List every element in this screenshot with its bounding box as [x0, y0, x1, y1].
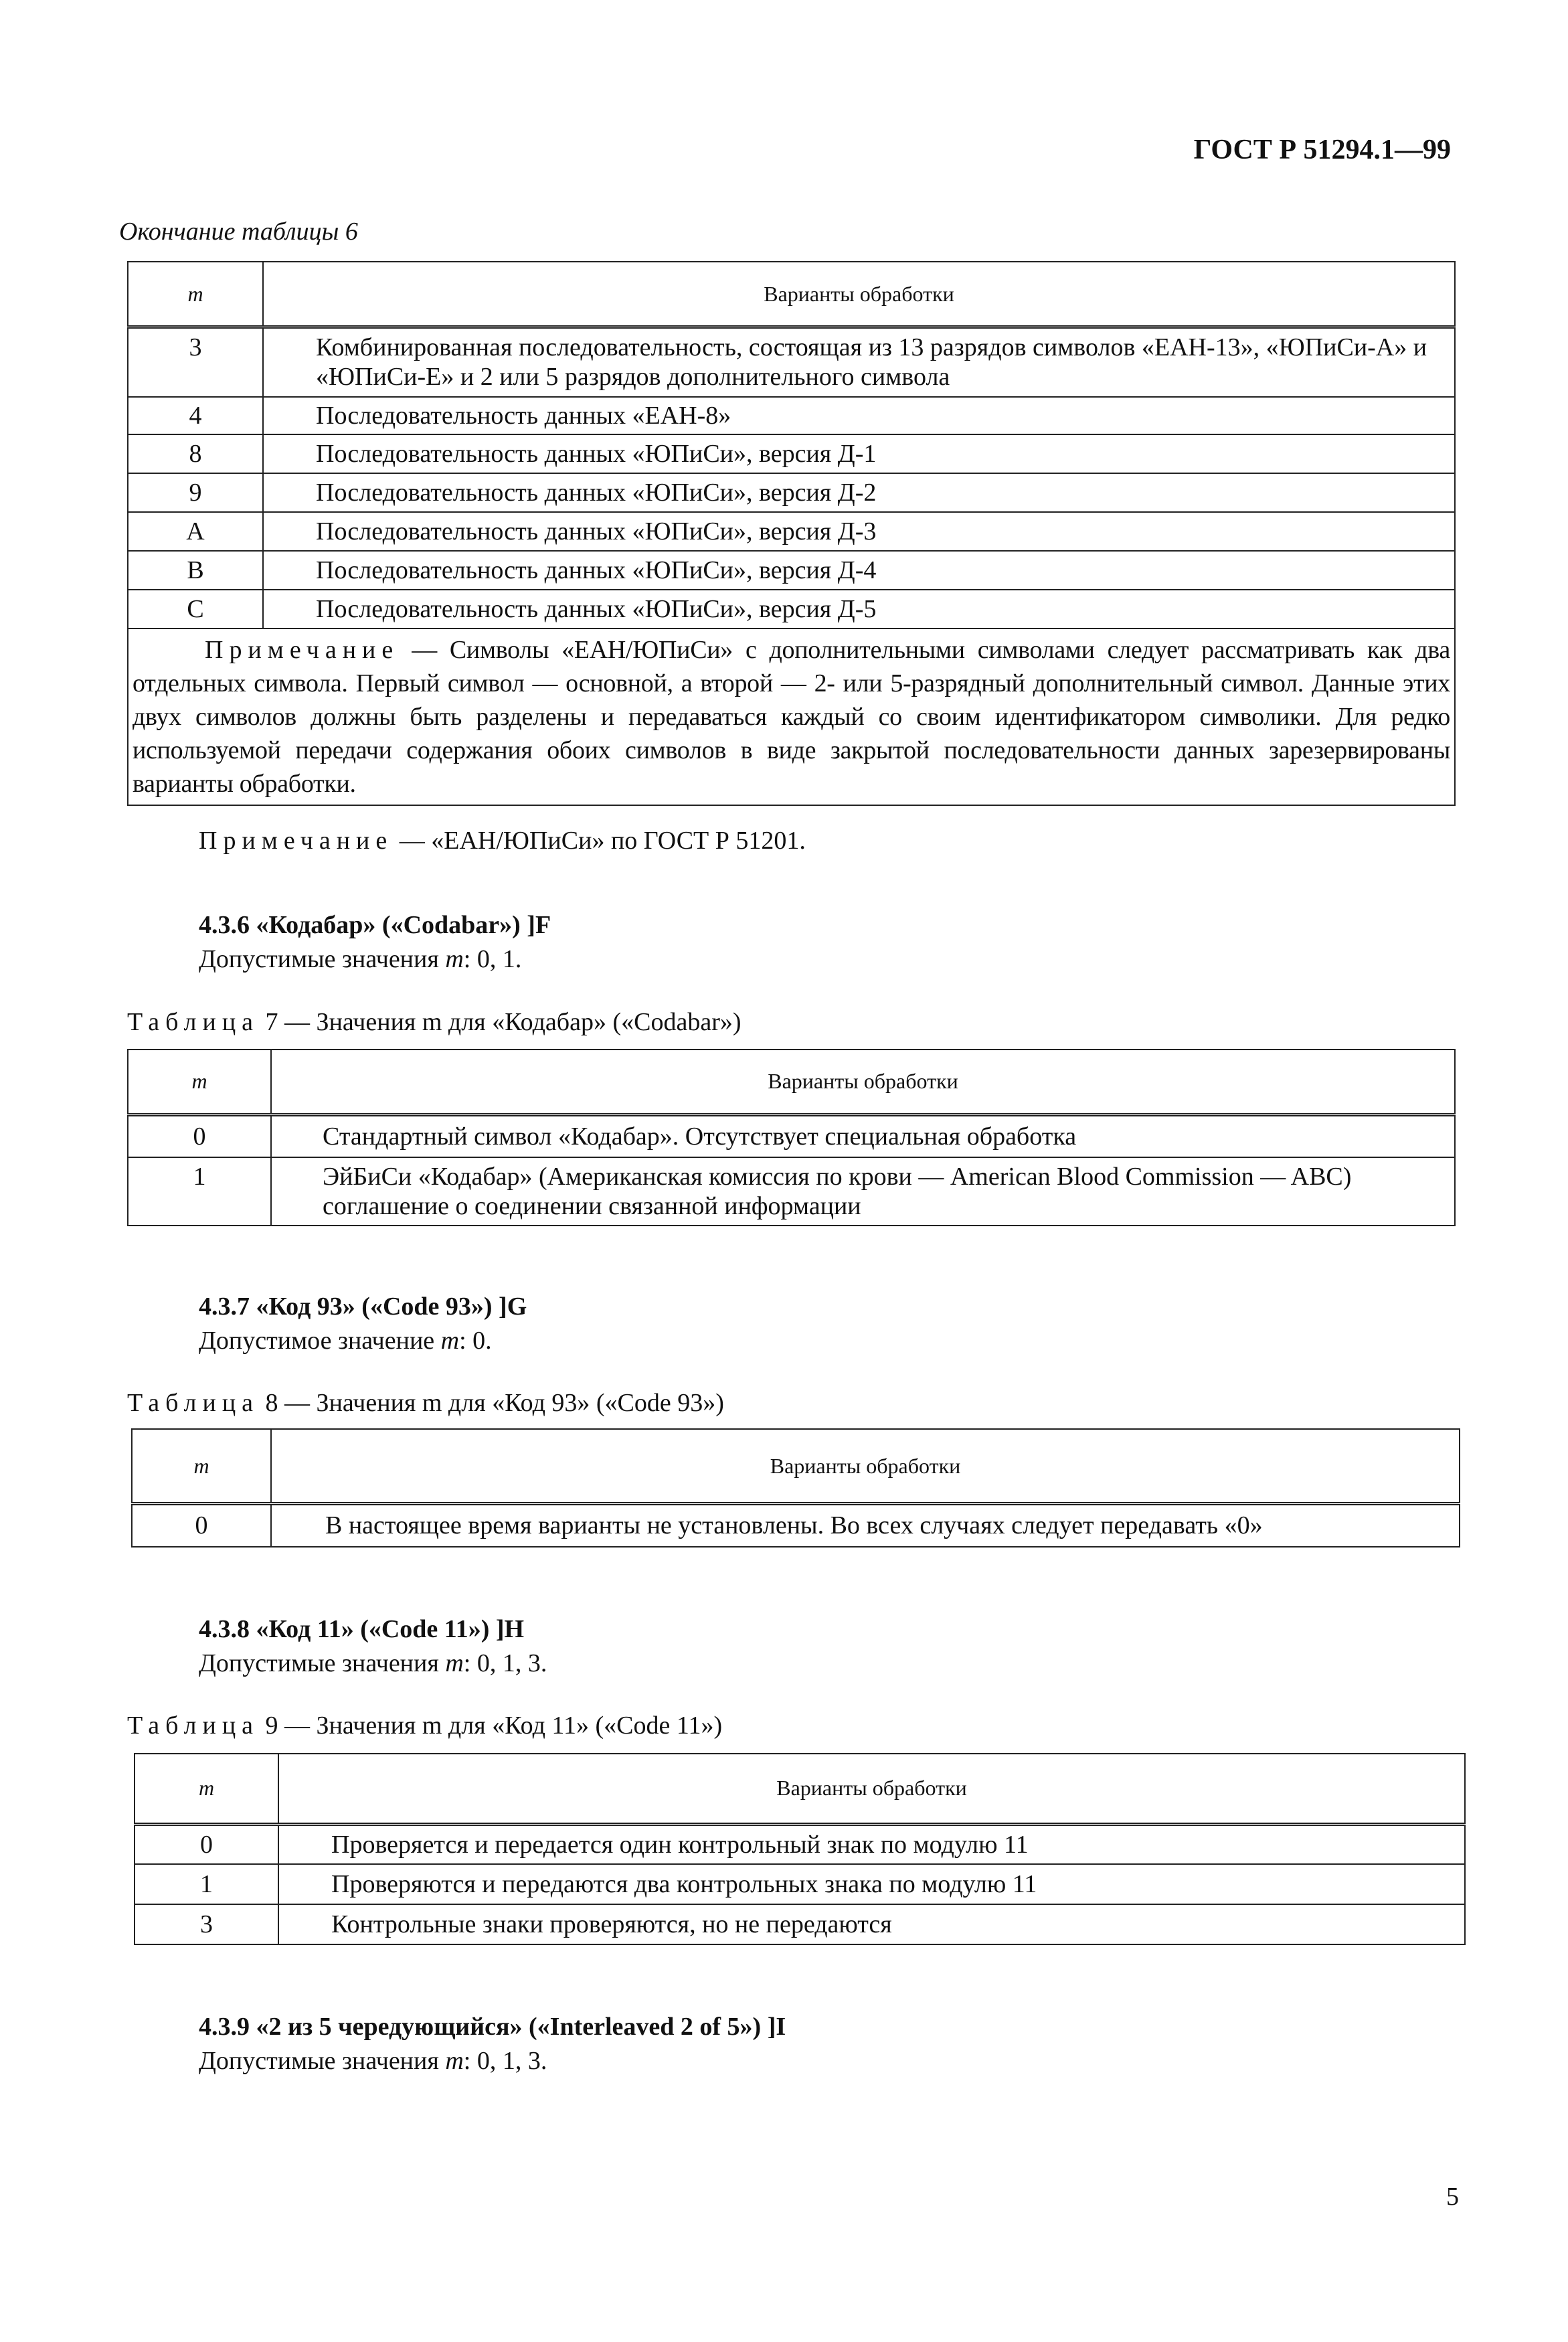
document-code: ГОСТ Р 51294.1—99 [1193, 135, 1451, 165]
table-row [128, 434, 1455, 473]
cell-desc: ЭйБиСи «Кодабар» (Американская комиссия по крови — American Blood Commission — ABC) соглашение о соединении связанной информации [271, 1157, 1455, 1226]
note-label: Примечание [205, 635, 400, 664]
table-note [128, 629, 1455, 805]
caption-label: Таблица [127, 1711, 260, 1740]
col-header-desc: Варианты обработки [271, 1050, 1455, 1115]
table-9 [134, 1753, 1466, 1946]
note-label: Примечание [199, 826, 394, 855]
cell-desc: Проверяются и передаются два контрольных знака по модулю 11 [278, 1864, 1465, 1904]
allowed-values: : 0, 1, 3. [463, 1649, 547, 1677]
table-row [128, 1114, 1455, 1157]
table-row [128, 512, 1455, 551]
m-var: m [445, 1649, 464, 1677]
table9-caption [127, 1709, 1568, 1742]
section-4-3-9-heading: 4.3.9 «2 из 5 чередующийся» («Interleaved 2 of 5») ]I [199, 2013, 786, 2041]
page-body [0, 216, 1568, 2077]
cell-desc: Последовательность данных «ЮПиСи», версия Д-1 [263, 434, 1455, 473]
caption-label: Таблица [127, 1007, 260, 1036]
cell-m: 0 [128, 1114, 271, 1157]
cell-m: 0 [132, 1504, 271, 1547]
note-text: — «ЕАН/ЮПиСи» по ГОСТ Р 51201. [393, 826, 806, 855]
table-7 [127, 1049, 1456, 1227]
allowed-values: : 0, 1. [463, 944, 522, 973]
allowed-prefix: Допустимые значения [199, 944, 446, 973]
col-header-m: m [135, 1754, 278, 1825]
m-var: m [445, 2047, 464, 2075]
cell-m: 4 [128, 397, 263, 434]
m-var: m [440, 1327, 460, 1355]
section-4-3-6-allowed [199, 943, 1568, 975]
table-6 [127, 261, 1456, 806]
table8-caption [127, 1387, 1568, 1419]
section-4-3-6-heading: 4.3.6 «Кодабар» («Codabar») ]F [199, 910, 551, 939]
allowed-prefix: Допустимые значения [199, 2047, 446, 2075]
table-row [128, 397, 1455, 434]
cell-m: 3 [128, 327, 263, 397]
caption-text: 8 — Значения m для «Код 93» («Code 93») [259, 1389, 724, 1417]
cell-desc: Последовательность данных «ЮПиСи», версия Д-4 [263, 551, 1455, 590]
table-row [128, 590, 1455, 629]
section-4-3-8-allowed [199, 1647, 1568, 1679]
section-4-3-7-allowed [199, 1325, 1568, 1357]
page-number: 5 [1446, 2183, 1459, 2211]
table-row [135, 1824, 1465, 1864]
caption-text: 7 — Значения m для «Кодабар» («Codabar») [259, 1007, 742, 1036]
cell-m: 1 [128, 1157, 271, 1226]
cell-desc: Стандартный символ «Кодабар». Отсутствует специальная обработка [271, 1114, 1455, 1157]
cell-m: 8 [128, 434, 263, 473]
cell-m: A [128, 512, 263, 551]
section-4-3-7-heading: 4.3.7 «Код 93» («Code 93») ]G [199, 1292, 527, 1321]
col-header-desc: Варианты обработки [263, 262, 1455, 327]
cell-desc: Последовательность данных «ЮПиСи», версия Д-5 [263, 590, 1455, 629]
section-4-3-9-allowed [199, 2045, 1568, 2077]
cell-desc: Проверяется и передается один контрольный знак по модулю 11 [278, 1824, 1465, 1864]
cell-m: B [128, 551, 263, 590]
cell-desc: Последовательность данных «ЮПиСи», версия Д-2 [263, 473, 1455, 512]
cell-m: 3 [135, 1904, 278, 1944]
cell-desc: Контрольные знаки проверяются, но не передаются [278, 1904, 1465, 1944]
cell-desc: Последовательность данных «ЕАН-8» [263, 397, 1455, 434]
cell-desc: В настоящее время варианты не установлены. Во всех случаях следует передавать «0» [271, 1504, 1460, 1547]
m-var: m [445, 944, 464, 973]
caption-label: Таблица [127, 1389, 260, 1417]
table-row [128, 551, 1455, 590]
table-row [135, 1904, 1465, 1944]
col-header-m: m [128, 262, 263, 327]
cell-m: 1 [135, 1864, 278, 1904]
allowed-values: : 0, 1, 3. [463, 2047, 547, 2075]
table-row [132, 1504, 1460, 1547]
cell-m: 0 [135, 1824, 278, 1864]
table-row [128, 473, 1455, 512]
section-4-3-8-heading: 4.3.8 «Код 11» («Code 11») ]H [199, 1614, 525, 1643]
allowed-prefix: Допустимое значение [199, 1327, 441, 1355]
col-header-desc: Варианты обработки [278, 1754, 1465, 1825]
note-ean-upc [199, 825, 1568, 857]
cell-desc: Последовательность данных «ЮПиСи», версия Д-3 [263, 512, 1455, 551]
table7-caption [127, 1006, 1568, 1038]
table6-caption: Окончание таблицы 6 [119, 218, 358, 246]
caption-text: 9 — Значения m для «Код 11» («Code 11») [259, 1711, 723, 1740]
table-row [128, 327, 1455, 397]
allowed-prefix: Допустимые значения [199, 1649, 446, 1677]
cell-m: 9 [128, 473, 263, 512]
allowed-values: : 0. [459, 1327, 492, 1355]
col-header-desc: Варианты обработки [271, 1429, 1460, 1504]
table-note-row [128, 629, 1455, 805]
cell-desc: Комбинированная последовательность, состоящая из 13 разрядов символов «ЕАН-13», «ЮПиСи-А» и «ЮПиСи-Е» и 2 или 5 разрядов дополнительного символа [263, 327, 1455, 397]
table-8 [131, 1428, 1460, 1548]
table-row [128, 1157, 1455, 1226]
col-header-m: m [132, 1429, 271, 1504]
note-text: — Символы «ЕАН/ЮПиСи» с дополнительными символами следует рассматривать как два отдельных символа. Первый символ — основной, а второй — 2- или 5-разрядный дополнительный символ. Данные этих двух символов должны быть разделены и передаваться каждый со своим идентификатором символики. Для редко используемой передачи содержания обоих символов в виде закрытой последовательности данных зарезервированы варианты обработки. [133, 635, 1450, 798]
col-header-m: m [128, 1050, 271, 1115]
table-row [135, 1864, 1465, 1904]
cell-m: C [128, 590, 263, 629]
